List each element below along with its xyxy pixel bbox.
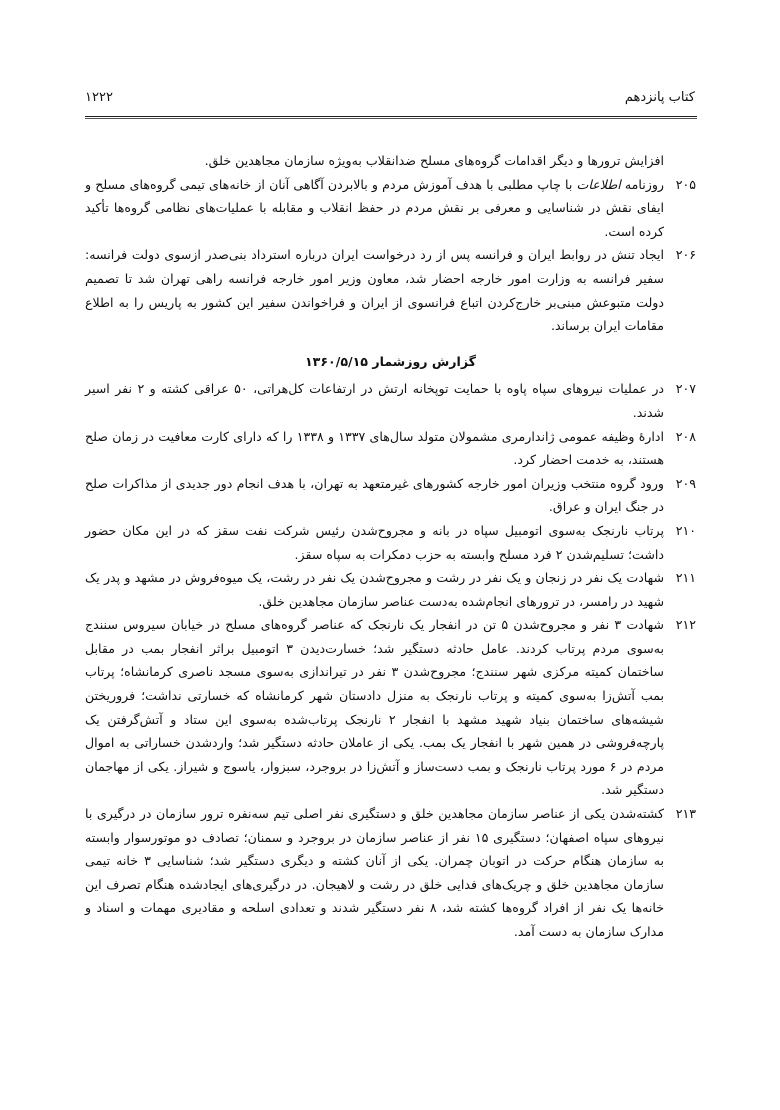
item-number: ۲۱۱: [675, 570, 696, 586]
list-item: [85, 173, 696, 244]
item-number: ۲۰۸: [675, 428, 696, 444]
item-text: شهادت ۳ نفر و مجروح‌شدن ۵ تن در انفجار یک نارنجک که عناصر گروه‌های مسلح در خیابان سیروس سنندج به‌سوی مردم پرتاب کردند. عامل حادثه دستگیر شد؛ خسارت‌دیدن ۳ اتومبیل براثر انفجار بمب در مقابل ساختمان کمیته مرکزی شهر سنندج؛ مجروح‌شدن ۳ نفر در تیراندازی به‌سوی مسجد ناصری کرمانشاه؛ پرتاب بمب آتش‌زا به‌سوی کمیته و پرتاب نارنجک به منزل دادستان شهر کرمانشاه که خسارتی نداشت؛ فروریختن شیشه‌های ساختمان بنیاد شهید مشهد با انفجار ۲ نارنجک پرتاب‌شده به‌سوی این ستاد و آتش‌گرفتن یک پارچه‌فروشی در همین شهر با انفجار یک بمب. یکی از عاملان حادثه دستگیر شد؛ واردشدن خساراتی به اموال مردم در ۶ مورد پرتاب نارنجک و بمب دست‌ساز و آتش‌زا در بروجرد، سبزوار، یاسوج و شیراز. یکی از مهاجمان دستگیر شد.: [85, 617, 664, 798]
item-number: ۲۰۷: [675, 381, 696, 397]
item-text: شهادت یک نفر در زنجان و یک نفر در رشت و مجروح‌شدن یک نفر در رشت، یک میوه‌فروش در مشهد و پدر یک شهید در رامسر، در ترورهای انجام‌شده به‌دست عناصر سازمان مجاهدین خلق.: [85, 570, 664, 609]
item-number: ۲۰۶: [675, 247, 696, 263]
header-rule: [85, 116, 697, 119]
item-text-pre: روزنامه: [620, 176, 664, 192]
list-item: [85, 519, 696, 566]
list-item: [85, 472, 696, 519]
page-number: ۱۲۲۲: [85, 90, 113, 105]
newspaper-name: اطلاعات: [576, 176, 621, 192]
item-text: پرتاب نارنجک به‌سوی اتومبیل سپاه در بانه و مجروح‌شدن رئیس شرکت نفت سقز که در این مکان حضور داشت؛ تسلیم‌شدن ۲ فرد مسلح وابسته به حزب دمکرات به سپاه سقز.: [85, 522, 664, 562]
list-item: [85, 566, 696, 613]
list-item: [85, 425, 696, 472]
list-item: [85, 613, 696, 802]
list-item: [85, 377, 696, 424]
item-text: کشته‌شدن یکی از عناصر سازمان مجاهدین خلق و دستگیری نفر اصلی تیم سه‌نفره ترور سازمان در درگیری با نیروهای سپاه اصفهان؛ دستگیری ۱۵ نفر از عناصر سازمان در بروجرد و سمنان؛ تصادف دو موتورسوار وابسته به سازمان هنگام حرکت در اتوبان چمران. یکی از آنان کشته و دیگری دستگیر شد؛ شناسایی ۳ خانه تیمی سازمان مجاهدین خلق و چریک‌های فدایی خلق در رشت و لاهیجان. در درگیری‌های ایجادشده هنگام تصرف این خانه‌ها یک نفر از افراد گروه‌ها کشته شد، ۸ نفر دستگیر شدند و تعدادی اسلحه و مقادیری مهمات و اسناد و مدارک سازمان به دست آمد.: [85, 806, 664, 939]
section-heading: گزارش روزشمار ۱۳۶۰/۵/۱۵: [304, 353, 477, 369]
continued-paragraph: افزایش ترورها و دیگر اقدامات گروه‌های مسلح ضدانقلاب به‌ویژه سازمان مجاهدین خلق.: [204, 153, 664, 168]
list-item: [85, 243, 696, 337]
running-header: [85, 90, 695, 112]
item-text: در عملیات نیروهای سپاه پاوه با حمایت توپخانه ارتش در ارتفاعات کل‌هراتی، ۵۰ عراقی کشته و ۲ نفر اسیر شدند.: [85, 381, 665, 420]
item-number: ۲۰۵: [675, 176, 696, 192]
item-text: ورود گروه منتخب وزیران امور خارجه کشورهای غیرمتعهد به تهران، با هدف انجام دور جدیدی از مذاکرات صلح در جنگ ایران و عراق.: [85, 475, 664, 515]
item-number: ۲۱۳: [675, 806, 696, 822]
item-number: ۲۱۲: [675, 617, 696, 633]
item-number: ۲۱۰: [675, 522, 696, 538]
item-text: ادارهٔ وظیفه عمومی ژاندارمری مشمولان متولد سال‌های ۱۳۳۷ و ۱۳۳۸ را که دارای کارت معافیت در زمان صلح هستند، به خدمت احضار کرد.: [85, 428, 664, 468]
page-body: [85, 149, 696, 944]
item-text-rest: با چاپ مطلبی با هدف آموزش مردم و بالابردن آگاهی آنان از خانه‌های تیمی گروه‌های مسلح و ایفای نقش در شناسایی و معرفی بر نقش مردم در حفظ انقلاب و مقابله با عملیات‌های نظامی گروه‌ها تأکید کرده است.: [85, 176, 664, 239]
item-text: [85, 177, 664, 239]
book-title: کتاب پانزدهم: [624, 90, 695, 105]
item-text: ایجاد تنش در روابط ایران و فرانسه پس از رد درخواست ایران درباره استرداد بنی‌صدر ازسوی دولت فرانسه: سفیر فرانسه به وزارت امور خارجه احضار شد، معاون وزیر امور خارجه فرانسه راهی تهران شد تا تصمیم دولت متبوعش مبنی‌بر خارج‌کردن اتباع فرانسوی از ایران و فراخواندن سفیر این کشور به پاریس را به اطلاع مقامات ایران برساند.: [85, 247, 664, 334]
list-item: [85, 802, 696, 944]
item-number: ۲۰۹: [675, 475, 696, 491]
